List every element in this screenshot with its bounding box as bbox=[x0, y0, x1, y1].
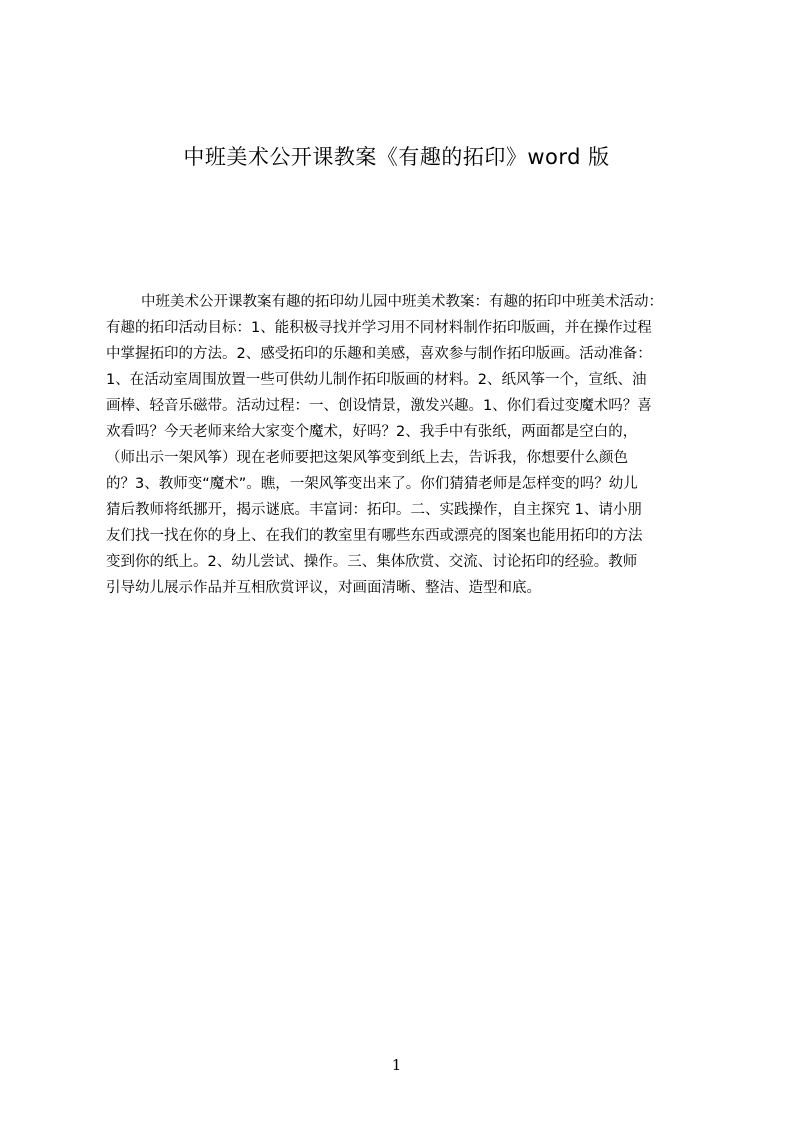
document-body bbox=[106, 289, 699, 601]
body-line-5: 画棒、轻音乐磁带。活动过程：一、创设情景，激发兴趣。1、你们看过变魔术吗？喜 bbox=[106, 398, 652, 414]
body-line-7: （师出示一架风筝）现在老师要把这架风筝变到纸上去，告诉我，你想要什么颜色 bbox=[106, 450, 628, 466]
body-line-11: 变到你的纸上。2、幼儿尝试、操作。三、集体欣赏、交流、讨论拓印的经验。教师 bbox=[106, 554, 638, 570]
body-line-2: 有趣的拓印活动目标：1、能积极寻找并学习用不同材料制作拓印版画，并在操作过程 bbox=[106, 320, 652, 336]
document-title: 中班美术公开课教案《有趣的拓印》word 版 bbox=[183, 145, 610, 169]
body-line-1: 中班美术公开课教案有趣的拓印幼儿园中班美术教案：有趣的拓印中班美术活动： bbox=[141, 294, 663, 310]
body-line-12: 引导幼儿展示作品并互相欣赏评议，对画面清晰、整洁、造型和底。 bbox=[106, 580, 541, 596]
body-line-9: 猜后教师将纸挪开，揭示谜底。丰富词：拓印。二、实践操作，自主探究 1、请小朋 bbox=[106, 502, 642, 518]
body-line-6: 欢看吗？今天老师来给大家变个魔术，好吗？2、我手中有张纸，两面都是空白的， bbox=[106, 424, 638, 440]
body-line-10: 友们找一找在你的身上、在我们的教室里有哪些东西或漂亮的图案也能用拓印的方法 bbox=[106, 528, 643, 544]
body-line-3: 中掌握拓印的方法。2、感受拓印的乐趣和美感，喜欢参与制作拓印版画。活动准备： bbox=[106, 346, 652, 362]
page-number: 1 bbox=[391, 1056, 402, 1074]
body-line-8: 的？3、教师变“魔术”。瞧，一架风筝变出来了。你们猜猜老师是怎样变的吗？幼儿 bbox=[106, 476, 638, 492]
body-line-4: 1、在活动室周围放置一些可供幼儿制作拓印版画的材料。2、纸风筝一个，宣纸、油 bbox=[106, 372, 647, 388]
